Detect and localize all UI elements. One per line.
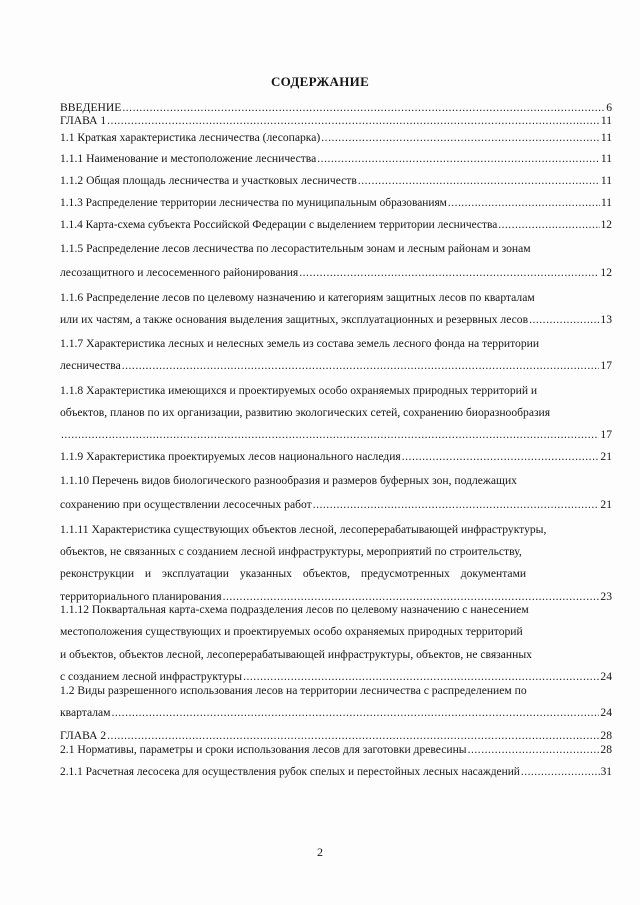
toc-page-number: 24	[600, 670, 612, 683]
toc-page-number: 11	[600, 114, 612, 127]
toc-entry-title: 1.1.4 Карта-схема субъекта Российской Федерации с выделением территории лесничества	[60, 219, 498, 231]
toc-entry-title-cont: или их частям, а также основания выделения защитных, эксплуатационных и резервных лесов	[60, 313, 529, 326]
toc-page-number: 17	[600, 428, 612, 441]
toc-page-number: 11	[600, 174, 612, 187]
toc-leader	[122, 355, 600, 377]
toc-leader	[468, 739, 600, 761]
toc-entry-title-cont: объектов, планов по их организации, развитию экологических сетей, сохранению биоразнообразия	[60, 406, 551, 419]
toc-entry-title: ГЛАВА 2	[60, 729, 107, 742]
toc-page-number: 21	[600, 498, 612, 511]
toc-leader	[299, 262, 599, 284]
toc-entry-title: 1.1 Краткая характеристика лесничества (лесопарка)	[60, 131, 321, 144]
toc-page-number: 28	[600, 729, 612, 742]
toc-entry-title: 1.1.5 Распределение лесов лесничества по лесорастительным зонам и лесным районам и зонам	[60, 242, 531, 255]
toc-page-number: 24	[600, 706, 612, 719]
toc-leader	[313, 494, 600, 516]
toc-leader	[111, 702, 599, 724]
toc-page-number: 12	[600, 266, 612, 279]
toc-entry-title-cont: территориального планирования	[60, 590, 222, 603]
toc-page-number: 12	[600, 219, 612, 231]
toc-entry-title-cont: лесничества	[60, 359, 121, 372]
toc-entry-title-cont: лесозащитного и лесосеменного районирования	[60, 266, 299, 279]
toc-page-number: 28	[600, 743, 612, 756]
toc-leader	[529, 309, 599, 331]
toc-entry-title-cont: объектов, не связанных с созданием лесной инфраструктуры, мероприятий по строительству,	[60, 545, 522, 558]
toc-leader	[317, 148, 600, 170]
toc-leader	[448, 192, 600, 214]
toc-leader	[358, 170, 600, 192]
toc-entry-title: 1.1.8 Характеристика имеющихся и проектируемых особо охраняемых природных территорий и	[60, 384, 538, 397]
toc-page-number: 13	[600, 313, 612, 326]
page-number: 2	[317, 845, 323, 859]
page-title: СОДЕРЖАНИЕ	[270, 74, 370, 89]
toc-page-number: 11	[600, 131, 612, 144]
toc-page-number: 21	[600, 450, 612, 463]
toc-entry-title: ГЛАВА 1	[60, 114, 107, 127]
toc-entry-title-cont: реконструкции и эксплуатации указанных объектов, предусмотренных документами	[60, 567, 527, 580]
toc-entry-title: 1.1.10 Перечень видов биологического разнообразия и размеров буферных зон, подлежащих	[60, 474, 517, 487]
toc-entry-title: 1.1.3 Распределение территории лесничества по муниципальным образованиям	[60, 197, 447, 209]
toc-entry-title: 1.1.1 Наименование и местоположение лесничества	[60, 152, 317, 165]
toc-page-number: 31	[600, 766, 612, 778]
toc-leader	[321, 127, 600, 149]
toc-entry-title: 1.1.2 Общая площадь лесничества и участковых лесничеств	[60, 174, 357, 187]
toc-page-number: 6	[606, 101, 612, 114]
toc-entry-title-cont: сохранению при осуществлении лесосечных работ	[60, 498, 312, 511]
toc-leader	[521, 761, 600, 783]
toc-entry-title: 1.1.11 Характеристика существующих объектов лесной, лесоперерабатывающей инфраструктуры,	[60, 523, 547, 536]
toc-page-number: 11	[600, 152, 612, 165]
toc-entry-title-cont: с созданием лесной инфраструктуры	[60, 670, 243, 683]
toc-page-number: 23	[600, 590, 612, 603]
toc-entry-title-cont: кварталам	[60, 706, 111, 719]
toc-leader	[498, 214, 599, 236]
toc-entry-title: 1.2 Виды разрешенного использования лесов на территории лесничества с распределением по	[60, 684, 527, 697]
toc-entry-title: 1.1.6 Распределение лесов по целевому назначению и категориям защитных лесов по кварталам	[60, 291, 535, 304]
toc-entry-title: 1.1.12 Поквартальная карта-схема подразделения лесов по целевому назначению с нанесением	[60, 603, 529, 616]
toc-entry-title: 2.1 Нормативы, параметры и сроки использования лесов для заготовки древесины	[60, 743, 467, 756]
toc-page-number: 17	[600, 359, 612, 372]
toc-entry-title-cont: и объектов, объектов лесной, лесоперерабатывающей инфраструктуры, объектов, не связанных	[60, 648, 532, 661]
toc-entry-title: 1.1.7 Характеристика лесных и нелесных земель из состава земель лесного фонда на территории	[60, 337, 540, 350]
toc-entry-title: 2.1.1 Расчетная лесосека для осуществления рубок спелых и перестойных лесных насаждений	[60, 766, 520, 778]
toc-page-number: 11	[601, 197, 612, 209]
toc-entry-title-cont: местоположения существующих и проектируемых особо охраняемых природных территорий	[60, 625, 523, 638]
toc-leader	[61, 424, 599, 446]
toc-entry-title: 1.1.9 Характеристика проектируемых лесов национального наследия	[60, 450, 401, 463]
toc-entry-title: ВВЕДЕНИЕ	[60, 101, 122, 114]
toc-leader	[402, 446, 600, 468]
